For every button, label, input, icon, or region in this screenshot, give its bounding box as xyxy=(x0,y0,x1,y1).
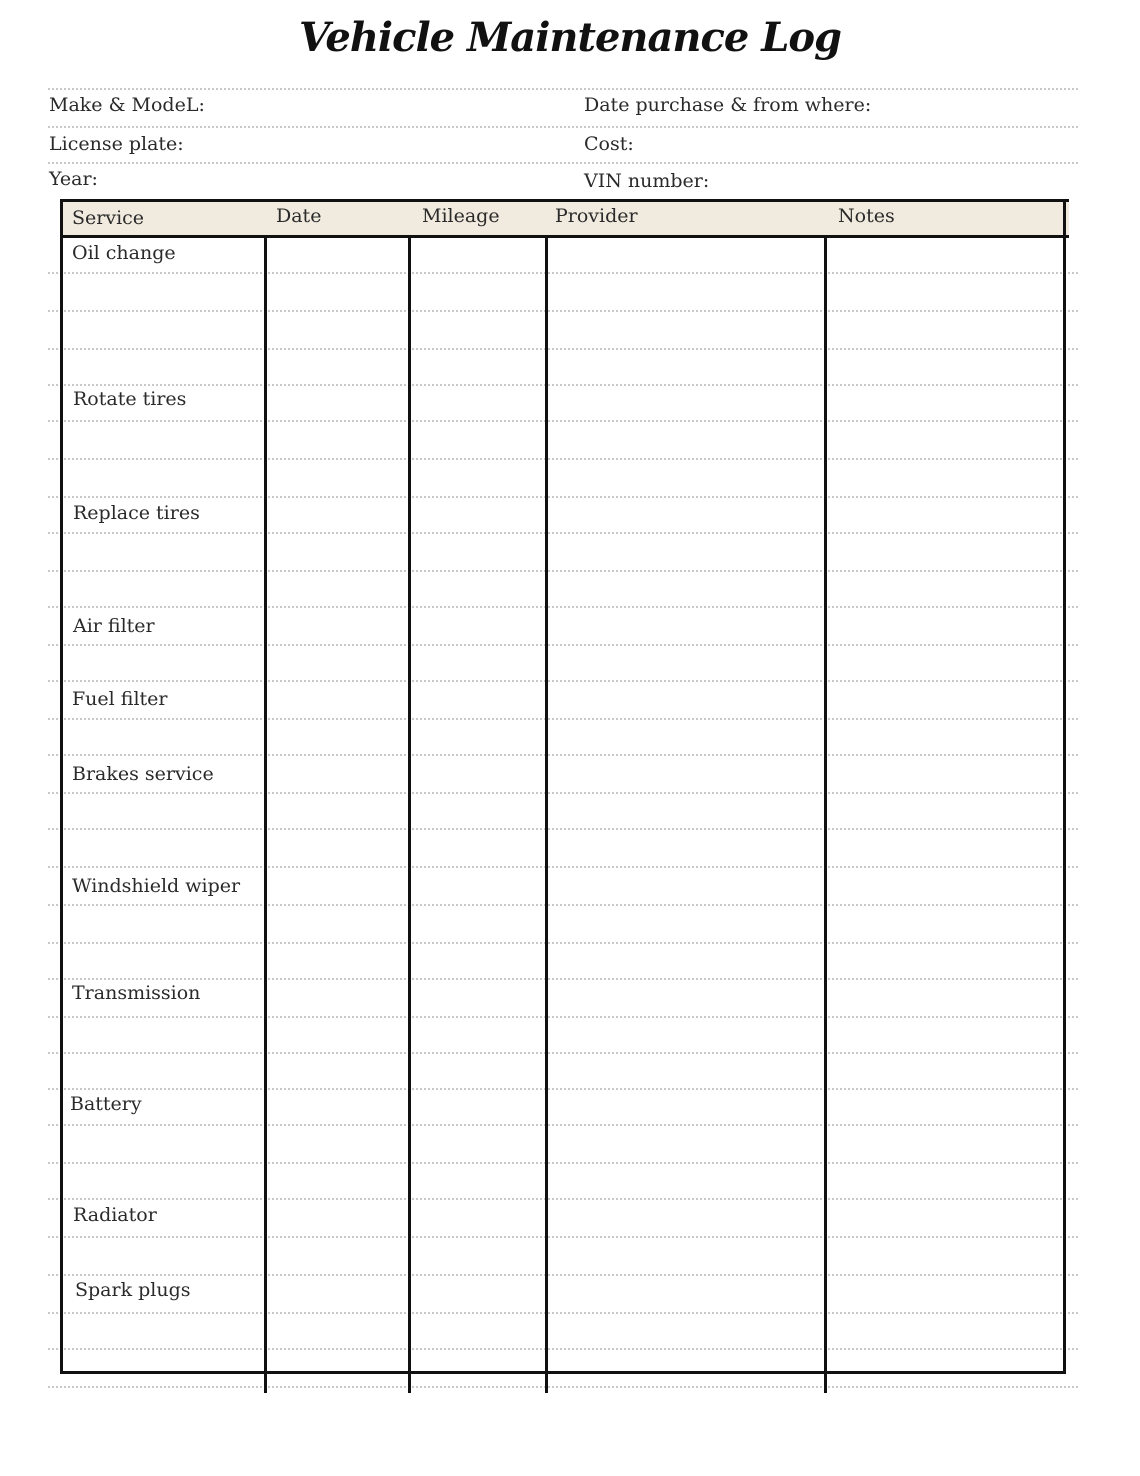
service-oil-change: Oil change xyxy=(72,242,176,264)
column-divider xyxy=(824,238,827,1393)
service-fuel-filter: Fuel filter xyxy=(72,688,168,710)
service-transmission: Transmission xyxy=(72,982,201,1004)
column-divider xyxy=(545,238,548,1393)
service-windshield-wiper: Windshield wiper xyxy=(72,875,241,897)
page-title: Vehicle Maintenance Log xyxy=(299,14,841,61)
column-header-date: Date xyxy=(276,205,322,227)
maintenance-table xyxy=(60,199,1066,1374)
service-battery: Battery xyxy=(70,1093,142,1115)
service-rotate-tires: Rotate tires xyxy=(73,388,187,410)
row-guide-line xyxy=(48,1386,1078,1388)
date-purchase-label: Date purchase & from where: xyxy=(584,94,872,116)
info-divider xyxy=(48,126,1078,128)
column-header-provider: Provider xyxy=(555,205,638,227)
make-model-label: Make & ModeL: xyxy=(49,94,205,116)
service-replace-tires: Replace tires xyxy=(73,502,200,524)
license-plate-label: License plate: xyxy=(49,133,184,155)
column-divider xyxy=(264,238,267,1393)
info-divider xyxy=(48,162,1078,164)
service-spark-plugs: Spark plugs xyxy=(75,1279,191,1301)
cost-label: Cost: xyxy=(584,133,634,155)
service-radiator: Radiator xyxy=(73,1204,157,1226)
column-header-notes: Notes xyxy=(838,205,895,227)
service-air-filter: Air filter xyxy=(73,615,155,637)
info-divider xyxy=(48,88,1078,90)
column-divider xyxy=(408,238,411,1393)
vin-number-label: VIN number: xyxy=(584,170,710,192)
column-header-mileage: Mileage xyxy=(422,205,500,227)
service-brakes: Brakes service xyxy=(72,763,214,785)
year-label: Year: xyxy=(49,168,98,190)
column-header-service: Service xyxy=(72,207,145,229)
